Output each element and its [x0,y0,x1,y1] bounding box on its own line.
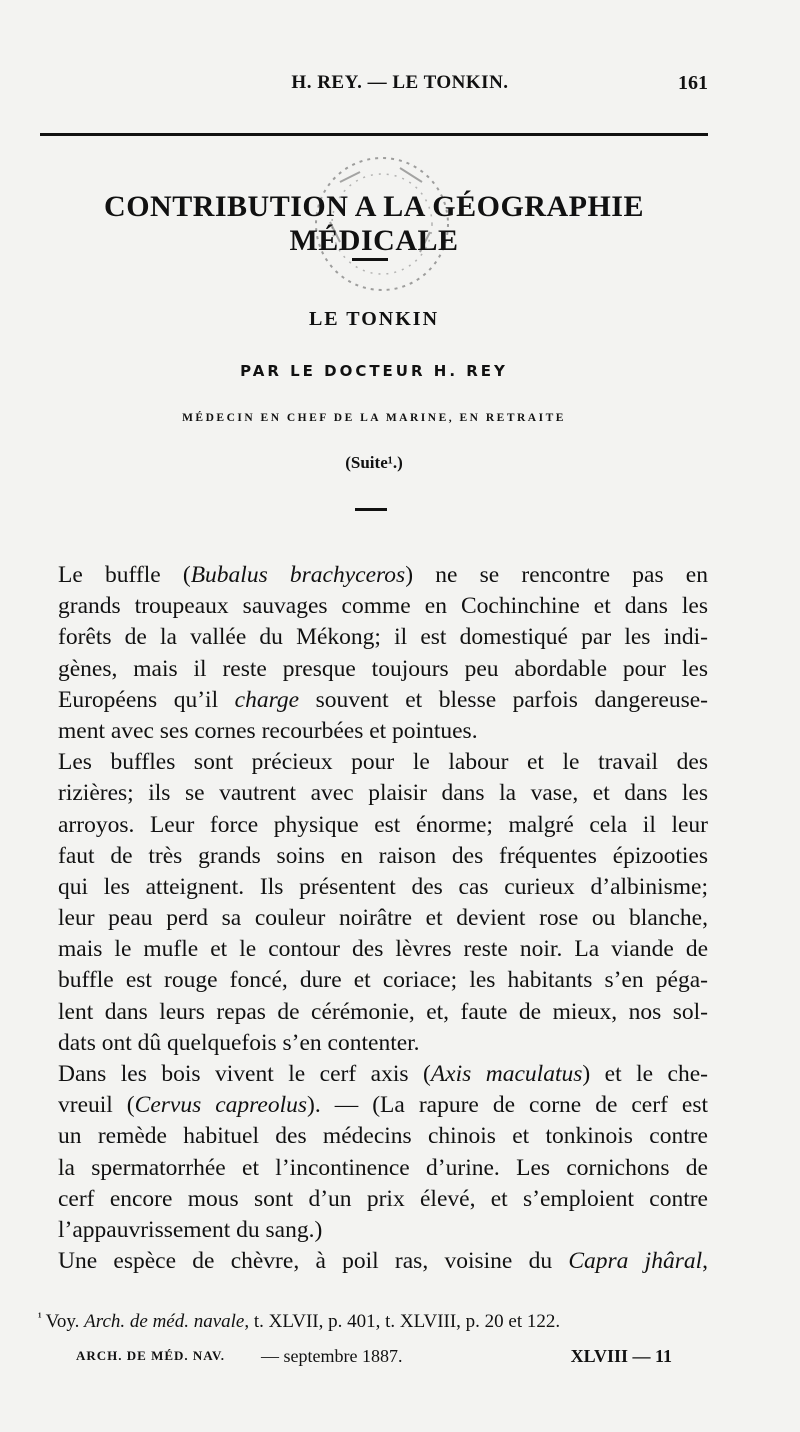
text-run: leur peau perd sa couleur noirâtre et devient rose ou blanche, [58,905,708,932]
continued-note: (Suite¹.) [345,453,403,472]
footnote-prefix: Voy. [45,1311,85,1332]
signature-line [76,1346,708,1372]
signature-journal: ARCH. DE MÉD. NAV. [76,1348,225,1363]
text-run: dats ont dû quelquefois s’en contenter. [58,1029,420,1056]
text-run: ). — (La rapure de corne de cerf est [307,1092,708,1119]
article-title: CONTRIBUTION A LA GÉOGRAPHIE MÉDICALE [104,190,644,257]
text-run: Dans les bois vivent le cerf axis ( [58,1061,431,1087]
text-run: mais le mufle et le contour des lèvres reste noir. La viande de [58,936,708,963]
text-line [58,872,708,903]
text-line [58,560,708,591]
text-line [58,1153,708,1184]
text-line [58,747,708,778]
text-run: vreuil ( [58,1092,135,1119]
text-line [58,965,708,996]
header-rule [40,133,708,136]
footnote-reference: , t. XLVII, p. 401, t. XLVIII, p. 20 et 122. [244,1311,561,1332]
text-line [58,778,708,809]
text-line [58,1215,708,1246]
text-run: un remède habituel des médecins chinois et tonkinois contre [58,1123,708,1150]
footnote-journal: Arch. de méd. navale [84,1311,245,1332]
text-run: l’appauvrissement du sang.) [58,1216,323,1243]
text-run: faut de très grands soins en raison des fréquentes épizooties [58,842,708,869]
text-line [58,1028,708,1059]
title-rule [352,258,388,261]
text-run: Européens qu’il [58,686,235,713]
text-run: rizières; ils se vautrent avec plaisir dans la vase, et dans les [58,780,708,807]
text-run: grands troupeaux sauvages comme en Cochinchine et dans les [58,593,708,620]
footnote-mark: ¹ [38,1310,42,1324]
text-run: souvent et blesse parfois dangereuse- [299,686,708,713]
text-line [58,622,708,653]
text-run: la spermatorrhée et l’incontinence d’urine. Les cornichons de [58,1154,708,1181]
text-line [58,841,708,872]
italic-term: charge [234,686,300,713]
italic-term: Cervus capreolus [134,1092,308,1119]
text-line [58,810,708,841]
section-rule [355,508,387,511]
text-line [58,903,708,934]
text-run: cerf encore mous sont d’un prix élevé, et s’emploient contre [58,1185,708,1212]
text-run: ) et le che- [582,1061,708,1087]
text-run: Les buffles sont précieux pour le labour et le travail des [58,749,708,776]
running-header [0,72,800,102]
author-role: MÉDECIN EN CHEF DE LA MARINE, EN RETRAITE [182,412,566,424]
text-run: gènes, mais il reste presque toujours peu abordable pour les [58,655,708,682]
text-run: ment avec ses cornes recourbées et pointues. [58,717,478,744]
text-line [58,654,708,685]
text-line [58,997,708,1028]
text-run: arroyos. Leur force physique est énorme; malgré cela il leur [58,811,708,838]
text-line [58,685,708,716]
page-number: 161 [678,72,708,94]
text-line [58,1090,708,1121]
signature-date: — septembre 1887. [261,1346,403,1366]
text-run: , [702,1248,708,1275]
text-run: qui les atteignent. Ils présentent des cas curieux d’albinisme; [58,873,708,900]
text-run: buffle est rouge foncé, dure et coriace; les habitants s’en péga- [58,967,708,994]
text-line [58,934,708,965]
author-byline: PAR LE DOCTEUR H. REY [240,362,508,380]
text-run: forêts de la vallée du Mékong; il est domestiqué par les indi- [58,624,708,651]
text-line [58,1246,708,1277]
italic-term: Bubalus brachyceros [190,562,406,588]
text-line [58,1059,708,1090]
italic-term: Axis maculatus [430,1061,583,1087]
text-run: lent dans leurs repas de cérémonie, et, faute de mieux, nos sol- [58,998,708,1025]
text-line [58,591,708,622]
footnote [38,1310,708,1333]
article-subtitle: LE TONKIN [308,308,440,330]
text-run: ) ne se rencontre pas en [405,562,708,588]
text-run: Une espèce de chèvre, à poil ras, voisine du [58,1248,569,1275]
italic-term: Capra jhâral [568,1248,703,1275]
text-run: Le buffle ( [58,562,191,588]
text-line [58,1121,708,1152]
text-line [58,1184,708,1215]
body-text [58,560,708,1277]
text-line [58,716,708,747]
signature-volume: XLVIII — 11 [570,1346,672,1366]
running-title: H. REY. — LE TONKIN. [291,72,509,93]
